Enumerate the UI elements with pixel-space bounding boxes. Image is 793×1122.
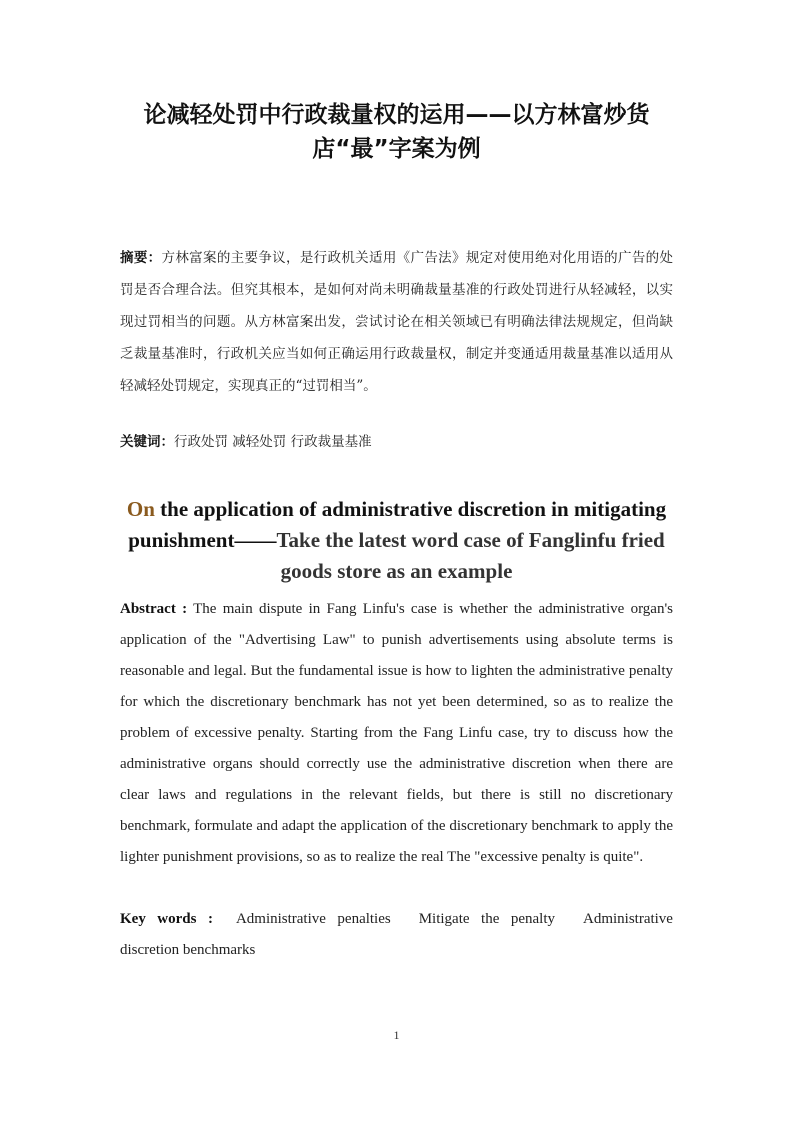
english-title-first-word: On (126, 497, 155, 521)
chinese-keyword: 行政处罚 (174, 434, 228, 450)
chinese-keyword: 减轻处罚 (232, 434, 287, 450)
page-number: 1 (393, 1028, 400, 1042)
chinese-abstract (120, 242, 673, 402)
english-title-main: the application of administrative discretion in mitigating punishment—— (128, 497, 667, 552)
chinese-abstract-text: 方林富案的主要争议，是行政机关适用《广告法》规定对使用绝对化用语的广告的处罚是否合理合法。但究其根本，是如何对尚未明确裁量基准的行政处罚进行从轻减轻，以实现过罚相当的问题。从方林富案出发，尝试讨论在相关领域已有明确法律法规规定，但尚缺乏裁量基准时，行政机关应当如何正确运用行政裁量权，制定并变通适用裁量基准以适用从轻减轻处罚规定，实现真正的“过罚相当”。 (120, 250, 673, 394)
english-abstract (120, 594, 673, 873)
chinese-abstract-label: 摘要： (120, 250, 162, 266)
english-keyword: Mitigate the penalty (418, 911, 555, 927)
chinese-keywords (120, 428, 673, 456)
english-keywords (120, 904, 673, 966)
chinese-keywords-label: 关键词： (120, 434, 174, 450)
english-keyword: Administrative penalties (235, 911, 391, 927)
english-title-subtitle: Take the latest word case of Fanglinfu fried goods store as an example (276, 528, 665, 583)
chinese-title: 论减轻处罚中行政裁量权的运用——以方林富炒货店“最”字案为例 (143, 102, 650, 162)
english-keyword: Administrative discretion benchmarks (120, 911, 673, 958)
english-keywords-label: Key words : (120, 911, 213, 927)
english-abstract-text: The main dispute in Fang Linfu's case is whether the administrative organ's application of the "Advertising Law" to punish advertisements using absolute terms is reasonable and legal. But the fundamental issue is how to lighten the administrative penalty for which the discretionary benchmark has not yet been determined, so as to realize the problem of excessive penalty. Starting from the Fang Linfu case, try to discuss how the administrative organs should correctly use the administrative discretion when there are clear laws and regulations in the relevant fields, but there is still no discretionary benchmark, formulate and adapt the application of the discretionary benchmark to apply the lighter punishment provisions, so as to realize the real The "excessive penalty is quite". (120, 601, 673, 865)
chinese-keyword: 行政裁量基准 (290, 434, 372, 450)
english-abstract-label: Abstract : (120, 601, 188, 617)
english-title (118, 494, 675, 587)
